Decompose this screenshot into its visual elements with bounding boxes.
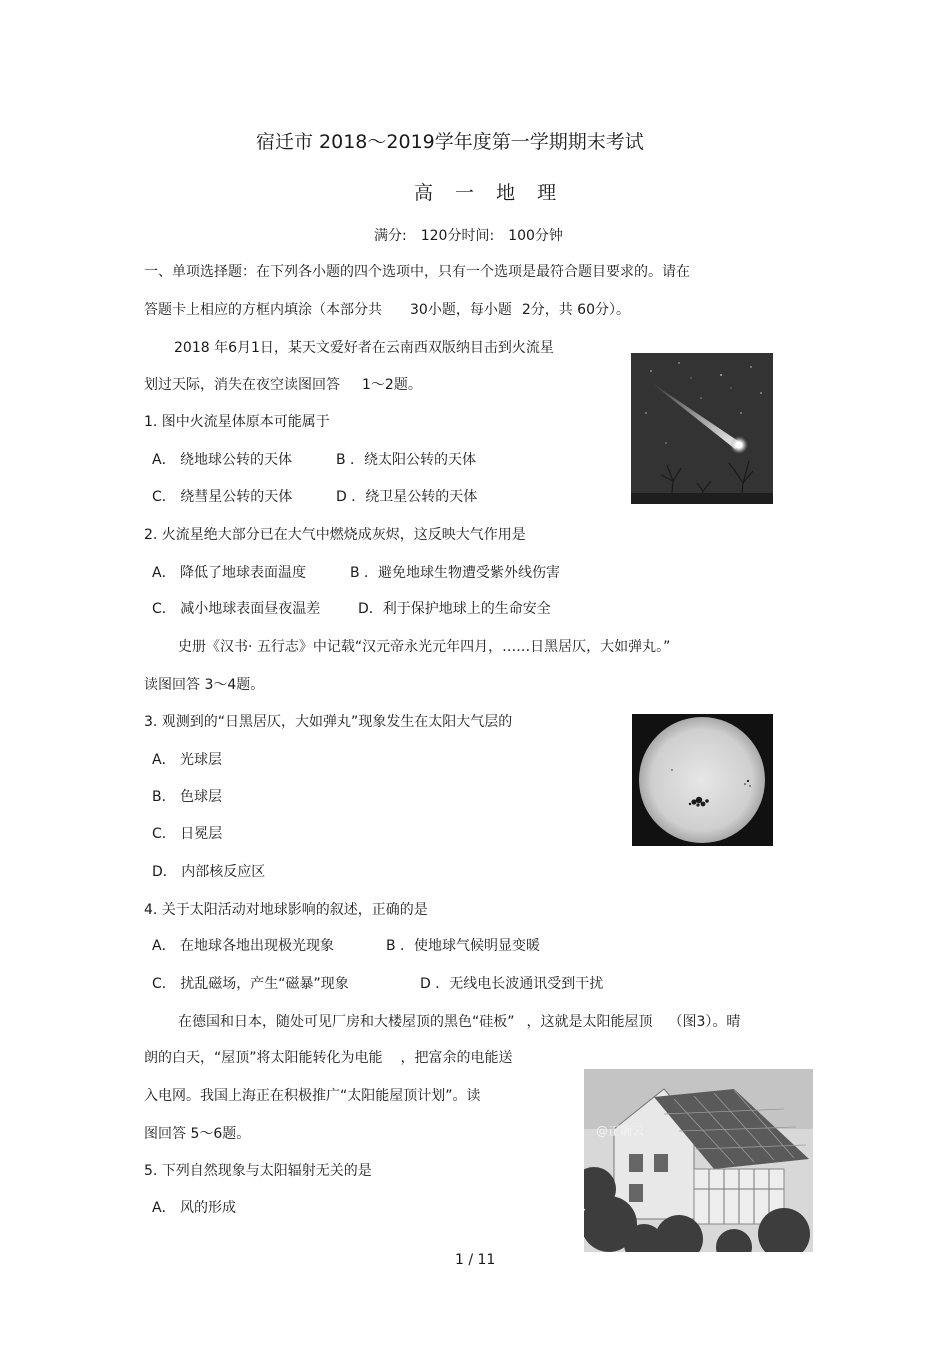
q1-option-c: C． 绕彗星公转的天体 bbox=[152, 489, 293, 505]
q3-option-d: D． 内部核反应区 bbox=[152, 864, 266, 880]
q4-option-a: A． 在地球各地出现极光现象 bbox=[152, 938, 335, 954]
q2-stem: 2. 火流星绝大部分已在大气中燃烧成灰烬，这反映大气作用是 bbox=[144, 527, 526, 543]
q4-option-b: B ．使地球气候明显变暖 bbox=[386, 938, 541, 954]
watermark: @正确云 bbox=[596, 1124, 645, 1138]
q1-stem: 1. 图中火流星体原本可能属于 bbox=[144, 414, 330, 430]
intro-3-part-a: 在德国和日本，随处可见厂房和大楼屋顶的黑色“硅板” bbox=[178, 1014, 515, 1030]
meteor-photo bbox=[631, 353, 773, 504]
intro-3-line-2 bbox=[144, 1049, 513, 1067]
exam-meta bbox=[374, 227, 563, 245]
q2-option-a: A． 降低了地球表面温度 bbox=[152, 565, 307, 581]
solar-roof-photo bbox=[584, 1069, 813, 1252]
intro-2-line-2: 读图回答 3～4题。 bbox=[144, 677, 265, 693]
section-part-b: 30小题，每小题 bbox=[410, 302, 512, 318]
intro-1-part-a: 划过天际，消失在夜空读图回答 bbox=[144, 377, 340, 393]
page-number: 1 / 11 bbox=[455, 1252, 496, 1268]
q3-option-b: B． 色球层 bbox=[152, 789, 223, 805]
intro-3-part-d: 朗的白天，“屋顶”将太阳能转化为电能 bbox=[144, 1050, 383, 1066]
q1-option-a: A． 绕地球公转的天体 bbox=[152, 452, 293, 468]
intro-3-line-4: 图回答 5～6题。 bbox=[144, 1126, 251, 1142]
sun-photo bbox=[632, 714, 773, 846]
time-value: 100分钟 bbox=[508, 228, 563, 244]
intro-2-line-1: 史册《汉书· 五行志》中记载“汉元帝永光元年四月，……日黑居仄，大如弹丸。” bbox=[178, 639, 671, 655]
score-label: 满分: bbox=[374, 228, 407, 244]
intro-3-line-1 bbox=[178, 1013, 740, 1031]
section-part-a: 答题卡上相应的方框内填涂（本部分共 bbox=[144, 302, 382, 318]
section-line-1: 一、单项选择题：在下列各小题的四个选项中，只有一个选项是最符合题目要求的。请在 bbox=[144, 264, 690, 280]
q4-stem: 4. 关于太阳活动对地球影响的叙述，正确的是 bbox=[144, 902, 428, 918]
exam-title: 宿迁市 2018～2019学年度第一学期期末考试 bbox=[256, 131, 644, 153]
q5-option-a: A． 风的形成 bbox=[152, 1200, 237, 1216]
q4-option-c: C． 扰乱磁场，产生“磁暴”现象 bbox=[152, 976, 349, 992]
q3-stem: 3. 观测到的“日黑居仄，大如弹丸”现象发生在太阳大气层的 bbox=[144, 714, 513, 730]
q1-option-d: D ．绕卫星公转的天体 bbox=[336, 489, 478, 505]
subject-title: 高 一 地 理 bbox=[414, 182, 565, 204]
section-part-c: 2分，共 60分）。 bbox=[521, 302, 630, 318]
q3-option-a: A． 光球层 bbox=[152, 752, 223, 768]
q2-option-c: C． 减小地球表面昼夜温差 bbox=[152, 601, 321, 617]
intro-1-line-2 bbox=[144, 376, 422, 394]
section-line-2 bbox=[144, 301, 630, 319]
q3-option-c: C． 日冕层 bbox=[152, 826, 223, 842]
q4-option-d: D ．无线电长波通讯受到干扰 bbox=[420, 976, 604, 992]
q2-option-b: B ．避免地球生物遭受紫外线伤害 bbox=[350, 565, 561, 581]
intro-3-line-3: 入电网。我国上海正在积极推广“太阳能屋顶计划”。读 bbox=[144, 1088, 481, 1104]
intro-3-part-c: （图3）。晴 bbox=[668, 1014, 741, 1030]
intro-3-part-e: ，把富余的电能送 bbox=[400, 1050, 513, 1066]
intro-1-part-b: 1～2题。 bbox=[362, 377, 422, 393]
intro-1-line-1: 2018 年6月1日，某天文爱好者在云南西双版纳目击到火流星 bbox=[174, 340, 554, 356]
intro-3-part-b: ，这就是太阳能屋顶 bbox=[526, 1014, 653, 1030]
q5-stem: 5. 下列自然现象与太阳辐射无关的是 bbox=[144, 1163, 372, 1179]
score-value: 120分时间: bbox=[420, 228, 495, 244]
q1-option-b: B ．绕太阳公转的天体 bbox=[336, 452, 477, 468]
q2-option-d: D．利于保护地球上的生命安全 bbox=[358, 601, 551, 617]
